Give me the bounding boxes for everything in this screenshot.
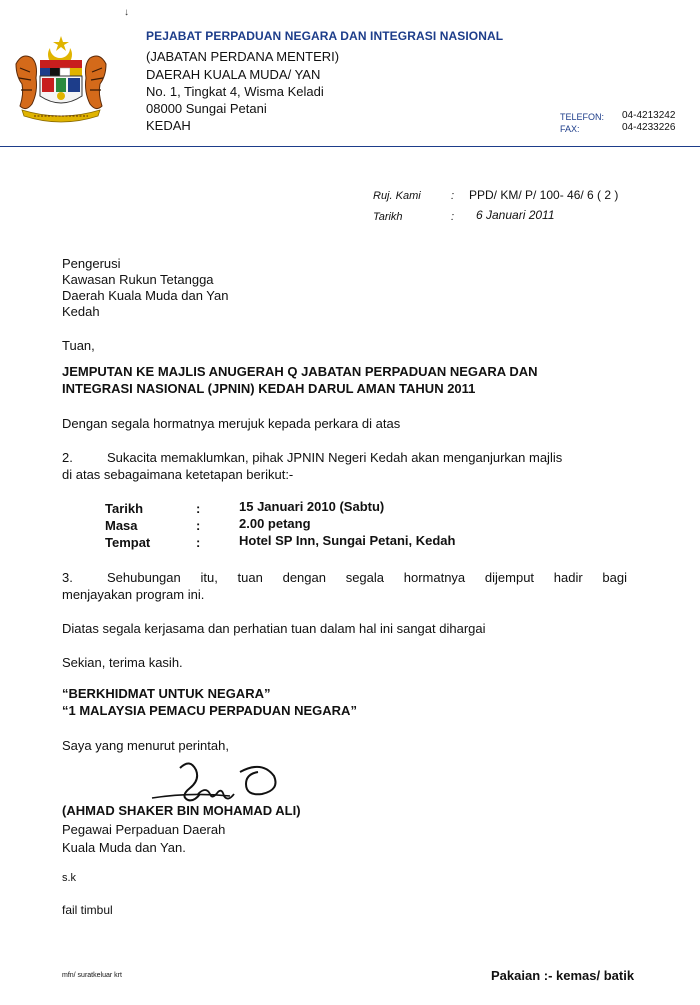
letterhead-divider [0, 146, 700, 147]
fax-label: FAX: [560, 124, 580, 134]
coat-of-arms-logo [12, 34, 110, 124]
paragraph-4: Diatas segala kerjasama dan perhatian tuan dalam hal ini sangat dihargai [62, 621, 486, 636]
ref-label: Ruj. Kami [373, 190, 421, 202]
detail-colon: : [196, 518, 201, 533]
address-line: DAERAH KUALA MUDA/ YAN [146, 67, 321, 82]
motto-line: “BERKHIDMAT UNTUK NEGARA” [62, 686, 271, 701]
detail-label: Tarikh [105, 501, 144, 516]
date-colon: : [451, 211, 455, 223]
detail-label: Masa [105, 518, 138, 533]
signatory-area: Kuala Muda dan Yan. [62, 840, 186, 855]
signatory-title: Pegawai Perpaduan Daerah [62, 822, 226, 837]
motto-line: “1 MALAYSIA PEMACU PERPADUAN NEGARA” [62, 703, 357, 718]
detail-value: Hotel SP Inn, Sungai Petani, Kedah [239, 533, 456, 548]
address-line: No. 1, Tingkat 4, Wisma Keladi [146, 84, 324, 99]
ref-colon: : [451, 190, 455, 202]
sign-off: Saya yang menurut perintah, [62, 738, 229, 753]
paragraph-3-number: 3. [62, 570, 73, 585]
scan-mark: ↓ [124, 7, 129, 18]
dress-code-note: Pakaian :- kemas/ batik [491, 968, 635, 983]
subject-line: INTEGRASI NASIONAL (JPNIN) KEDAH DARUL AMAN TAHUN 2011 [62, 381, 476, 396]
address-line: 08000 Sungai Petani [146, 101, 267, 116]
sk-label: s.k [62, 872, 77, 884]
organization-name: PEJABAT PERPADUAN NEGARA DAN INTEGRASI NASIONAL [146, 29, 504, 43]
telefon-value: 04-4213242 [622, 110, 676, 121]
detail-colon: : [196, 501, 201, 516]
date-label: Tarikh [373, 211, 403, 223]
telefon-label: TELEFON: [560, 112, 605, 122]
fax-value: 04-4233226 [622, 122, 676, 133]
file-note: fail timbul [62, 903, 113, 917]
detail-colon: : [196, 535, 201, 550]
date-value: 6 Januari 2011 [476, 208, 555, 222]
paragraph-3-line: menjayakan program ini. [62, 587, 205, 602]
subject-line: JEMPUTAN KE MAJLIS ANUGERAH Q JABATAN PERPADUAN NEGARA DAN [62, 364, 538, 379]
detail-label: Tempat [105, 535, 151, 550]
salutation: Tuan, [62, 338, 95, 353]
ref-value: PPD/ KM/ P/ 100- 46/ 6 ( 2 ) [469, 188, 619, 202]
handwritten-signature [150, 750, 300, 810]
paragraph-1: Dengan segala hormatnya merujuk kepada perkara di atas [62, 416, 401, 431]
detail-value: 2.00 petang [239, 516, 311, 531]
recipient-line: Kawasan Rukun Tetangga [62, 272, 214, 287]
signatory-name: (AHMAD SHAKER BIN MOHAMAD ALI) [62, 803, 301, 818]
recipient-line: Pengerusi [62, 256, 121, 271]
address-line: KEDAH [146, 118, 191, 133]
recipient-line: Kedah [62, 304, 100, 319]
paragraph-2-number: 2. [62, 450, 73, 465]
paragraph-2-line: Sukacita memaklumkan, pihak JPNIN Negeri Kedah akan menganjurkan majlis [107, 450, 563, 465]
closing: Sekian, terima kasih. [62, 655, 183, 670]
detail-value: 15 Januari 2010 (Sabtu) [239, 499, 385, 514]
footer-reference: mfn/ suratkeluar krt [62, 972, 122, 979]
recipient-line: Daerah Kuala Muda dan Yan [62, 288, 229, 303]
address-line: (JABATAN PERDANA MENTERI) [146, 49, 340, 64]
paragraph-3-line: Sehubungan itu, tuan dengan segala hormatnya dijemput hadir bagi [107, 570, 627, 585]
paragraph-2-line: di atas sebagaimana ketetapan berikut:- [62, 467, 294, 482]
